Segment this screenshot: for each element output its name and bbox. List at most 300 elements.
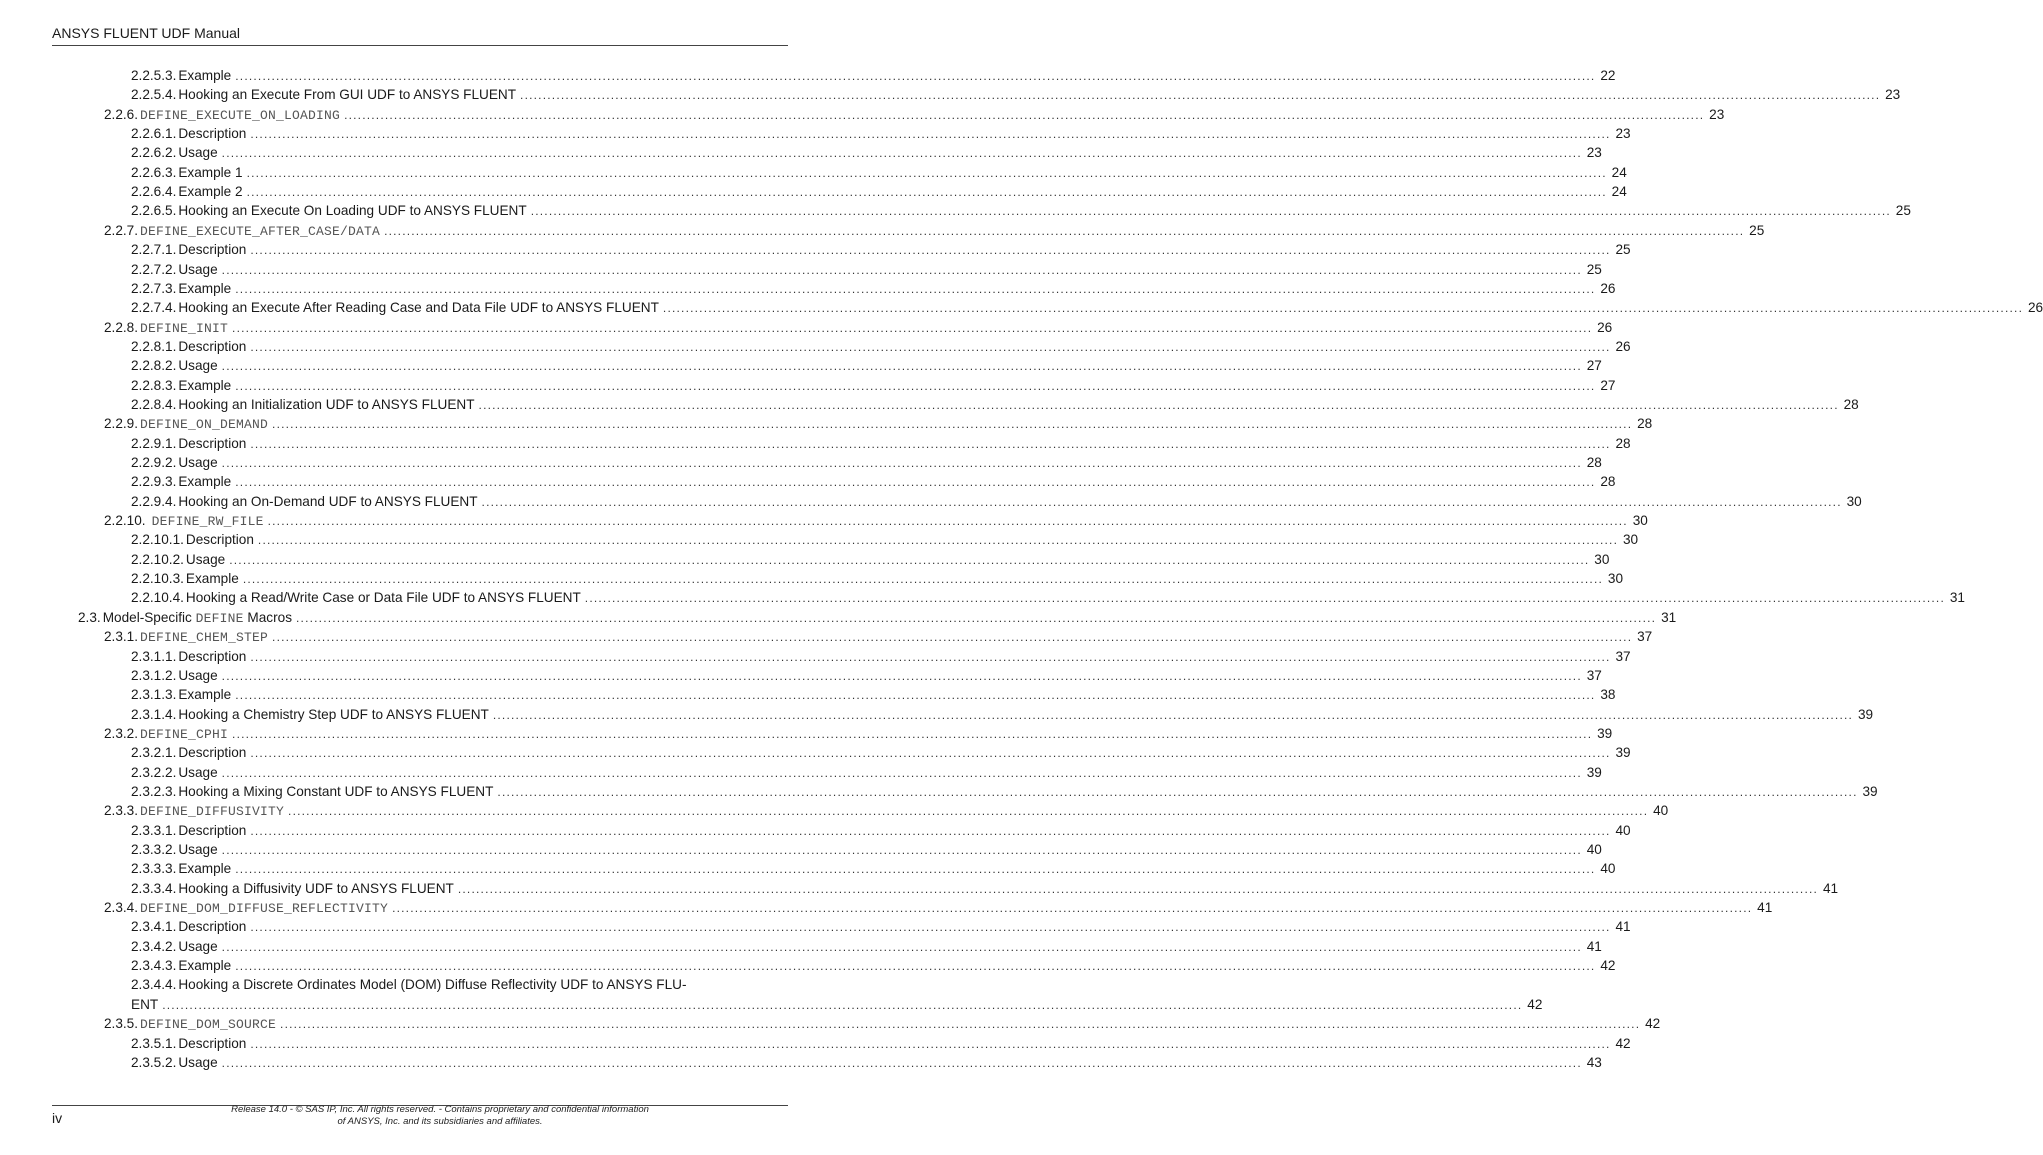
dot-leader: ............................................................................................................................................................................................................................................................................................................ xyxy=(272,630,1633,645)
toc-entry-text: Description xyxy=(178,919,247,935)
toc-entry-title xyxy=(178,743,246,762)
toc-entry-text: Description xyxy=(178,1035,247,1051)
dot-leader: ............................................................................................................................................................................................................................................................................................................ xyxy=(280,1017,1641,1032)
toc-entry[interactable] xyxy=(131,937,1602,956)
dot-leader: ............................................................................................................................................................................................................................................................................................................ xyxy=(235,281,1596,296)
toc-entry-title xyxy=(178,434,246,453)
toc-entry[interactable] xyxy=(131,260,1602,279)
toc-entry-number: 2.3. xyxy=(78,609,101,625)
toc-entry-text: Example xyxy=(178,687,232,703)
toc-entry-macro: DEFINE_CHEM_STEP xyxy=(140,630,269,646)
toc-entry[interactable] xyxy=(131,85,1901,104)
toc-entry[interactable] xyxy=(131,685,1616,704)
dot-leader: ............................................................................................................................................................................................................................................................................................................ xyxy=(235,959,1596,974)
toc-entry[interactable] xyxy=(131,763,1602,782)
toc-entry-text: Example xyxy=(178,861,232,877)
toc-entry-number: 2.3.3.3. xyxy=(131,861,177,877)
dot-leader: ............................................................................................................................................................................................................................................................................................................ xyxy=(221,262,1582,277)
toc-entry-title xyxy=(103,608,292,628)
toc-entry-number: 2.3.5. xyxy=(104,1016,139,1032)
dot-leader: ............................................................................................................................................................................................................................................................................................................ xyxy=(235,475,1596,490)
toc-entry-page: 30 xyxy=(1846,493,1862,509)
toc-entry[interactable] xyxy=(131,1053,1602,1072)
toc-entry[interactable] xyxy=(131,395,1859,414)
dot-leader: ............................................................................................................................................................................................................................................................................................................ xyxy=(481,494,1842,509)
toc-entry[interactable] xyxy=(104,1014,1661,1033)
toc-entry-page: 25 xyxy=(1615,242,1631,258)
dot-leader: ............................................................................................................................................................................................................................................................................................................ xyxy=(384,223,1745,238)
toc-entry[interactable] xyxy=(131,143,1602,162)
toc-entry[interactable] xyxy=(131,1034,1631,1053)
dot-leader: ............................................................................................................................................................................................................................................................................................................ xyxy=(392,901,1753,916)
toc-entry-title xyxy=(140,1014,276,1034)
toc-entry-number: 2.2.8.3. xyxy=(131,377,177,393)
toc-entry-page: 43 xyxy=(1586,1054,1602,1070)
toc-entry-text: Model-Specific xyxy=(102,609,192,625)
toc-entry-macro: DEFINE_DOM_SOURCE xyxy=(140,1017,277,1033)
toc-entry-text: Usage xyxy=(178,938,218,954)
toc-entry[interactable] xyxy=(104,724,1613,743)
toc-entry-number: 2.3.4.4. xyxy=(131,977,177,993)
dot-leader: ............................................................................................................................................................................................................................................................................................................ xyxy=(478,397,1839,412)
dot-leader: ............................................................................................................................................................................................................................................................................................................ xyxy=(235,69,1596,83)
toc-entry[interactable] xyxy=(131,917,1631,936)
toc-entry-title xyxy=(178,859,231,878)
toc-entry[interactable] xyxy=(131,124,1631,143)
toc-entry[interactable] xyxy=(131,705,1874,724)
dot-leader: ............................................................................................................................................................................................................................................................................................................ xyxy=(267,514,1628,529)
dot-leader: ............................................................................................................................................................................................................................................................................................................ xyxy=(229,552,1590,567)
toc-entry-text: Usage xyxy=(185,551,226,567)
toc-entry-title xyxy=(178,782,493,801)
toc-entry-page: 42 xyxy=(1645,1016,1661,1032)
toc-entry-page: 40 xyxy=(1615,822,1631,838)
toc-entry-page: 28 xyxy=(1586,455,1602,470)
toc-entry[interactable] xyxy=(131,356,1602,375)
toc-entry-text: Description xyxy=(178,435,247,451)
toc-entry-page: 41 xyxy=(1615,919,1631,935)
toc-entry-page: 41 xyxy=(1822,880,1839,896)
toc-entry-text: ENT xyxy=(131,996,159,1012)
toc-entry[interactable] xyxy=(131,647,1631,666)
toc-entry-number: 2.2.10.1. xyxy=(131,532,184,548)
page-number: iv xyxy=(52,1110,63,1126)
toc-entry-number: 2.2.9.1. xyxy=(131,435,177,451)
toc-entry-title xyxy=(178,201,526,220)
toc-entry[interactable] xyxy=(131,66,1616,85)
dot-leader: ............................................................................................................................................................................................................................................................................................................ xyxy=(288,804,1649,819)
toc-entry[interactable] xyxy=(104,627,1653,646)
toc-entry[interactable] xyxy=(131,201,1911,220)
toc-entry-number: 2.2.6. xyxy=(104,106,139,122)
toc-entry-text-after: Macros xyxy=(247,609,292,625)
dot-leader: ............................................................................................................................................................................................................................................................................................................ xyxy=(250,823,1611,838)
toc-entry-number: 2.2.9.4. xyxy=(131,493,177,509)
toc-entry[interactable] xyxy=(131,588,1965,607)
toc-entry-page: 37 xyxy=(1586,667,1602,683)
toc-entry[interactable] xyxy=(104,511,1648,530)
toc-entry-text: Example 2 xyxy=(178,184,243,200)
dot-leader: ............................................................................................................................................................................................................................................................................................................ xyxy=(250,649,1611,664)
toc-entry-title xyxy=(178,240,246,259)
toc-entry-number: 2.2.8.4. xyxy=(131,396,177,412)
toc-entry-page: 26 xyxy=(1615,338,1631,354)
toc-entry[interactable] xyxy=(131,569,1624,588)
toc-entry-number: 2.2.7. xyxy=(104,222,139,238)
toc-entry-page: 40 xyxy=(1586,842,1602,857)
dot-leader: ............................................................................................................................................................................................................................................................................................................ xyxy=(221,359,1582,374)
toc-entry-text: Hooking a Diffusivity UDF to ANSYS FLUENT xyxy=(178,880,454,896)
toc-entry-text: Example xyxy=(185,571,239,587)
toc-entry[interactable] xyxy=(104,414,1653,433)
toc-entry-text: Hooking an On-Demand UDF to ANSYS FLUENT xyxy=(178,493,478,509)
toc-entry-page: 38 xyxy=(1600,687,1616,703)
toc-entry[interactable] xyxy=(131,453,1602,472)
toc-entry-title xyxy=(140,105,340,125)
toc-entry-number: 2.3.1. xyxy=(104,629,139,645)
toc-entry-macro: DEFINE_DIFFUSIVITY xyxy=(140,804,285,820)
toc-entry-title xyxy=(186,530,254,549)
toc-entry-title xyxy=(178,685,231,704)
dot-leader: ............................................................................................................................................................................................................................................................................................................ xyxy=(250,339,1611,354)
toc-entry[interactable] xyxy=(131,492,1862,511)
toc-entry-title xyxy=(178,956,231,975)
toc-entry-title xyxy=(178,143,217,162)
header-divider xyxy=(52,45,788,46)
toc-entry-number: 2.3.2.3. xyxy=(131,783,177,799)
toc-entry-text: Hooking an Execute On Loading UDF to ANSYS FLUENT xyxy=(178,203,527,219)
toc-entry-text: Description xyxy=(178,338,247,354)
toc-entry[interactable] xyxy=(131,995,1543,1014)
toc-entry[interactable] xyxy=(131,279,1616,298)
toc-entry[interactable] xyxy=(131,975,788,994)
toc-entry-page: 25 xyxy=(1749,222,1765,238)
dot-leader: ............................................................................................................................................................................................................................................................................................................ xyxy=(232,320,1593,335)
toc-entry[interactable] xyxy=(104,318,1613,337)
toc-entry[interactable] xyxy=(78,608,1677,627)
toc-entry-page: 28 xyxy=(1843,396,1859,412)
toc-entry-number: 2.3.2.2. xyxy=(131,764,177,780)
toc-entry-number: 2.2.6.1. xyxy=(131,126,177,142)
toc-entry-page: 25 xyxy=(1895,203,1911,219)
toc-entry-title xyxy=(186,569,239,588)
toc-entry-macro: DEFINE_EXECUTE_ON_LOADING xyxy=(140,107,341,123)
dot-leader: ............................................................................................................................................................................................................................................................................................................ xyxy=(250,243,1611,258)
dot-leader: ............................................................................................................................................................................................................................................................................................................ xyxy=(246,165,1607,180)
dot-leader: ............................................................................................................................................................................................................................................................................................................ xyxy=(530,204,1891,219)
dot-leader: ............................................................................................................................................................................................................................................................................................................ xyxy=(250,920,1611,935)
toc-entry[interactable] xyxy=(131,298,2043,317)
toc-entry-page: 30 xyxy=(1607,571,1624,587)
toc-entry-title xyxy=(178,492,477,511)
toc-entry-title xyxy=(178,705,489,724)
toc-entry-page: 26 xyxy=(1597,319,1613,335)
toc-entry-page: 40 xyxy=(1600,861,1616,877)
toc-entry-title xyxy=(140,898,388,918)
toc-entry-macro: DEFINE_DOM_DIFFUSE_REFLECTIVITY xyxy=(140,901,389,917)
toc-entry[interactable] xyxy=(131,782,1878,801)
toc-entry-page: 22 xyxy=(1600,68,1616,83)
dot-leader: ............................................................................................................................................................................................................................................................................................................ xyxy=(221,668,1582,683)
toc-entry-macro: DEFINE_RW_FILE xyxy=(151,514,264,530)
toc-entry-page: 23 xyxy=(1709,106,1725,122)
toc-entry-number: 2.2.8.2. xyxy=(131,358,177,374)
dot-leader: ............................................................................................................................................................................................................................................................................................................ xyxy=(221,765,1582,780)
toc-entry-page: 40 xyxy=(1653,803,1669,819)
toc-entry-number: 2.2.7.1. xyxy=(131,242,177,258)
toc-entry-number: 2.2.7.2. xyxy=(131,261,177,277)
toc-entry-title xyxy=(178,376,231,395)
dot-leader: ............................................................................................................................................................................................................................................................................................................ xyxy=(250,127,1611,142)
toc-entry-macro: DEFINE_EXECUTE_AFTER_CASE/DATA xyxy=(140,223,381,239)
toc-entry-title xyxy=(178,917,246,936)
toc-entry-title xyxy=(178,260,217,279)
toc-entry-number: 2.2.9.3. xyxy=(131,474,177,490)
dot-leader: ............................................................................................................................................................................................................................................................................................................ xyxy=(246,185,1607,200)
dot-leader: ............................................................................................................................................................................................................................................................................................................ xyxy=(457,881,1819,896)
toc-entry[interactable] xyxy=(104,221,1765,240)
toc-entry-page: 39 xyxy=(1862,783,1878,799)
toc-entry-text: Usage xyxy=(178,764,218,780)
toc-entry-number: 2.2.9. xyxy=(104,416,139,432)
toc-entry-page: 28 xyxy=(1600,474,1616,490)
toc-entry-title xyxy=(178,647,246,666)
toc-entry-number: 2.2.5.3. xyxy=(131,68,177,83)
toc-entry-number: 2.2.10.4. xyxy=(131,590,184,606)
toc-entry-text: Example xyxy=(178,474,232,490)
dot-leader: ............................................................................................................................................................................................................................................................................................................ xyxy=(221,843,1582,857)
toc-entry[interactable] xyxy=(131,956,1616,975)
toc-entry-macro: DEFINE_ON_DEMAND xyxy=(140,417,269,433)
toc-entry-text: Usage xyxy=(178,145,218,161)
dot-leader: ............................................................................................................................................................................................................................................................................................................ xyxy=(662,301,2024,316)
toc-entry-title xyxy=(140,801,284,821)
running-header: ANSYS FLUENT UDF Manual xyxy=(52,25,241,41)
toc-entry-title xyxy=(178,666,217,685)
toc-entry-number: 2.2.8. xyxy=(104,319,139,335)
toc-entry-title xyxy=(178,124,246,143)
toc-entry-title xyxy=(131,995,158,1014)
toc-entry-text: Usage xyxy=(178,842,218,857)
toc-entry-number: 2.2.6.4. xyxy=(131,184,177,200)
toc-entry-page: 37 xyxy=(1615,648,1631,664)
toc-entry-text: Example xyxy=(178,377,232,393)
toc-entry-page: 25 xyxy=(1586,261,1602,277)
toc-entry-number: 2.2.8.1. xyxy=(131,338,177,354)
toc-entry-title xyxy=(178,182,242,201)
toc-entry[interactable] xyxy=(131,240,1631,259)
toc-entry-text: Description xyxy=(178,745,247,761)
toc-entry[interactable] xyxy=(131,472,1616,491)
toc-entry-number: 2.3.2. xyxy=(104,725,139,741)
toc-entry-text: Usage xyxy=(178,261,218,277)
toc-entry-page: 39 xyxy=(1586,764,1602,780)
toc-entry-number: 2.2.10. xyxy=(104,513,146,529)
toc-entry[interactable] xyxy=(131,879,1839,898)
toc-entry-text: Example 1 xyxy=(178,164,243,180)
toc-entry-page: 39 xyxy=(1857,706,1874,722)
toc-entry-page: 27 xyxy=(1586,358,1602,374)
toc-entry-title xyxy=(140,318,228,338)
toc-entry-number: 2.2.7.4. xyxy=(131,300,177,316)
toc-entry[interactable] xyxy=(104,105,1725,124)
toc-entry-page: 24 xyxy=(1611,164,1627,180)
toc-entry-page: 31 xyxy=(1949,590,1965,606)
toc-entry-page: 27 xyxy=(1600,377,1616,393)
toc-entry-title xyxy=(178,85,516,104)
toc-entry-title xyxy=(178,279,231,298)
toc-entry-number: 2.3.4.1. xyxy=(131,919,177,935)
copyright-line-1: Release 14.0 - © SAS IP, Inc. All rights reserved. - Contains proprietary and confidential information xyxy=(231,1104,649,1115)
toc-entry-page: 24 xyxy=(1611,184,1627,200)
toc-entry-text: Usage xyxy=(178,667,218,683)
toc-entry-text: Example xyxy=(178,280,232,296)
toc-entry[interactable] xyxy=(131,840,1602,859)
toc-entry-text: Usage xyxy=(178,358,218,374)
toc-entry-page: 23 xyxy=(1586,145,1602,161)
toc-entry-number: 2.3.4.2. xyxy=(131,938,177,954)
toc-entry-text: Hooking a Discrete Ordinates Model (DOM) Diffuse Reflectivity UDF to ANSYS FLU- xyxy=(178,977,687,993)
dot-leader: ............................................................................................................................................................................................................................................................................................................ xyxy=(272,417,1633,432)
toc-entry-number: 2.3.4.3. xyxy=(131,958,177,974)
toc-entry-title xyxy=(178,163,242,182)
dot-leader: ............................................................................................................................................................................................................................................................................................................ xyxy=(221,939,1582,954)
toc-entry[interactable] xyxy=(131,163,1627,182)
copyright-line-2: of ANSYS, Inc. and its subsidiaries and affiliates. xyxy=(337,1116,543,1127)
toc-entry-page: 30 xyxy=(1594,551,1610,567)
toc-entry-page: 30 xyxy=(1623,532,1639,548)
dot-leader: ............................................................................................................................................................................................................................................................................................................ xyxy=(520,88,1881,103)
toc-entry[interactable] xyxy=(131,530,1639,549)
toc-entry[interactable] xyxy=(131,859,1616,878)
toc-entry-text: Usage xyxy=(178,1054,218,1070)
toc-entry[interactable] xyxy=(104,801,1669,820)
dot-leader: ............................................................................................................................................................................................................................................................................................................ xyxy=(492,707,1854,722)
toc-entry-number: 2.3.2.1. xyxy=(131,745,177,761)
toc-entry-text: Example xyxy=(178,958,232,974)
dot-leader: ............................................................................................................................................................................................................................................................................................................ xyxy=(497,784,1858,799)
toc-entry-text: Hooking a Read/Write Case or Data File UDF to ANSYS FLUENT xyxy=(185,590,581,606)
toc-entry-title xyxy=(178,1053,217,1072)
toc-entry-title xyxy=(178,1034,246,1053)
toc-entry-macro: DEFINE xyxy=(195,610,244,626)
toc-entry-text: Hooking an Initialization UDF to ANSYS FLUENT xyxy=(178,396,475,412)
toc-entry-page: 37 xyxy=(1637,629,1653,645)
toc-entry-page: 42 xyxy=(1527,996,1543,1012)
toc-entry-number: 2.3.3.4. xyxy=(131,880,177,896)
toc-entry-text: Description xyxy=(185,532,254,548)
toc-entry[interactable] xyxy=(131,434,1631,453)
toc-entry[interactable] xyxy=(131,376,1616,395)
toc-entry-page: 31 xyxy=(1661,609,1677,625)
toc-entry-title xyxy=(140,724,228,744)
dot-leader: ............................................................................................................................................................................................................................................................................................................ xyxy=(235,378,1596,393)
dot-leader: ............................................................................................................................................................................................................................................................................................................ xyxy=(221,456,1582,470)
toc-entry-page: 41 xyxy=(1757,900,1773,916)
toc-entry-title xyxy=(178,298,659,317)
toc-entry-page: 23 xyxy=(1615,126,1631,142)
toc-entry-number: 2.2.10.2. xyxy=(131,551,184,567)
toc-entry-number: 2.2.5.4. xyxy=(131,87,177,103)
toc-entry-text: Usage xyxy=(178,455,218,470)
dot-leader: ............................................................................................................................................................................................................................................................................................................ xyxy=(250,436,1611,451)
dot-leader: ............................................................................................................................................................................................................................................................................................................ xyxy=(250,746,1611,761)
toc-entry-macro: DEFINE_CPHI xyxy=(140,726,229,742)
toc-entry-title xyxy=(178,453,217,472)
toc-entry-macro: DEFINE_INIT xyxy=(140,320,229,336)
toc-entry-text: Hooking a Chemistry Step UDF to ANSYS FLUENT xyxy=(178,706,489,722)
toc-entry-page: 23 xyxy=(1885,87,1901,103)
toc-entry[interactable] xyxy=(131,821,1631,840)
dot-leader: ............................................................................................................................................................................................................................................................................................................ xyxy=(242,572,1604,587)
toc-entry-title xyxy=(178,66,231,85)
toc-entry-number: 2.3.3.2. xyxy=(131,842,177,857)
toc-entry-number: 2.2.6.5. xyxy=(131,203,177,219)
toc-entry-page: 26 xyxy=(2027,300,2043,316)
toc-entry[interactable] xyxy=(131,550,1610,569)
dot-leader: ............................................................................................................................................................................................................................................................................................................ xyxy=(221,146,1582,161)
toc-entry[interactable] xyxy=(131,666,1602,685)
copyright-notice xyxy=(180,1104,700,1128)
toc-entry-text: Description xyxy=(178,126,247,142)
dot-leader: ............................................................................................................................................................................................................................................................................................................ xyxy=(250,1036,1611,1051)
toc-entry-page: 26 xyxy=(1600,280,1616,296)
toc-entry-title xyxy=(140,414,268,434)
toc-entry-page: 39 xyxy=(1597,725,1613,741)
toc-entry-text: Description xyxy=(178,648,247,664)
dot-leader: ............................................................................................................................................................................................................................................................................................................ xyxy=(257,533,1619,548)
toc-entry-title xyxy=(178,395,474,414)
toc-entry-number: 2.3.1.2. xyxy=(131,667,177,683)
toc-entry-text: Hooking an Execute After Reading Case and Data File UDF to ANSYS FLUENT xyxy=(178,300,659,316)
toc-entry-number: 2.3.4. xyxy=(104,900,139,916)
toc-entry-title xyxy=(178,337,246,356)
toc-entry-text: Description xyxy=(178,242,247,258)
toc-entry-title xyxy=(186,588,581,607)
toc-entry-number: 2.3.3.1. xyxy=(131,822,177,838)
dot-leader: ............................................................................................................................................................................................................................................................................................................ xyxy=(232,726,1593,741)
toc-entry-number: 2.3.3. xyxy=(104,803,139,819)
dot-leader: ............................................................................................................................................................................................................................................................................................................ xyxy=(235,862,1596,877)
toc-entry-page: 28 xyxy=(1615,435,1631,451)
toc-entry[interactable] xyxy=(131,182,1627,201)
toc-entry-page: 42 xyxy=(1600,958,1616,974)
toc-entry-number: 2.3.1.1. xyxy=(131,648,177,664)
toc-entry-title xyxy=(152,511,264,531)
toc-entry-title xyxy=(140,627,268,647)
toc-entry-title xyxy=(178,840,217,859)
dot-leader: ............................................................................................................................................................................................................................................................................................................ xyxy=(235,688,1596,703)
toc-entry-number: 2.2.6.3. xyxy=(131,164,177,180)
toc-entry-text: Hooking an Execute From GUI UDF to ANSYS FLUENT xyxy=(178,87,517,103)
toc-entry[interactable] xyxy=(131,743,1631,762)
toc-entry-number: 2.3.1.4. xyxy=(131,706,177,722)
toc-entry-title xyxy=(178,356,217,375)
toc-entry-text: Description xyxy=(178,822,247,838)
toc-entry-title xyxy=(178,821,246,840)
toc-entry[interactable] xyxy=(131,337,1631,356)
toc-entry-title xyxy=(140,221,380,241)
toc-entry-title xyxy=(186,550,225,569)
toc-entry-title xyxy=(178,472,231,491)
toc-entry-number: 2.2.7.3. xyxy=(131,280,177,296)
toc-entry-text: Hooking a Mixing Constant UDF to ANSYS FLUENT xyxy=(178,783,494,799)
dot-leader: ............................................................................................................................................................................................................................................................................................................ xyxy=(221,1055,1582,1070)
toc-entry-title xyxy=(178,763,217,782)
toc-entry-number: 2.3.1.3. xyxy=(131,687,177,703)
toc-entry[interactable] xyxy=(104,898,1773,917)
toc-entry-title xyxy=(178,937,217,956)
